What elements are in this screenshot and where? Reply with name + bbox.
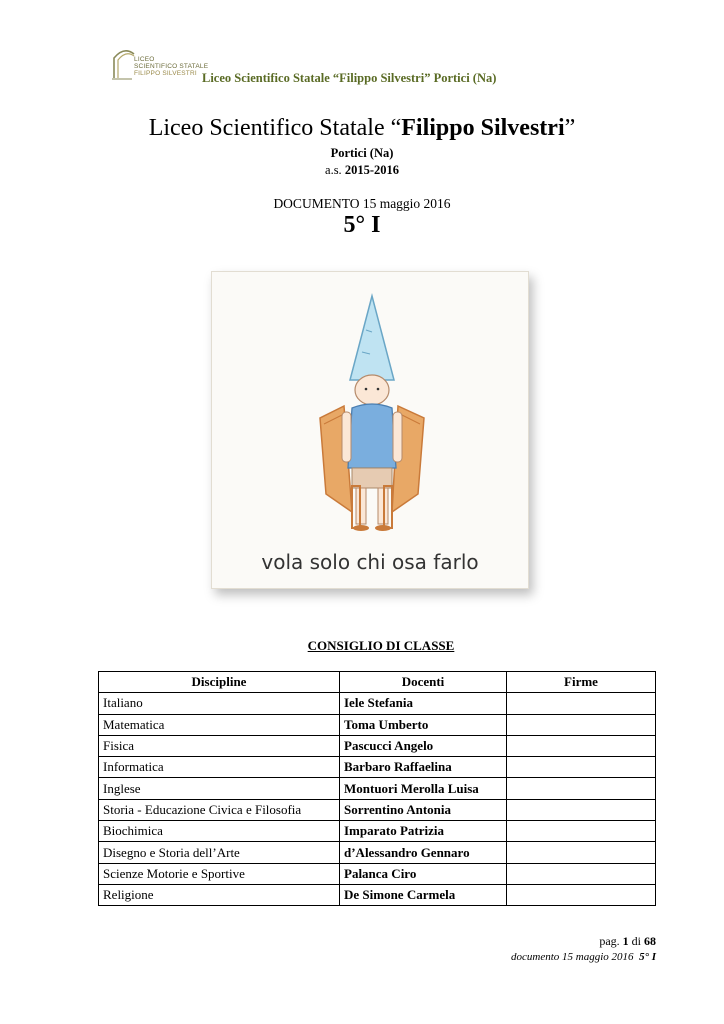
table-row xyxy=(99,821,656,842)
docente-cell: Toma Umberto xyxy=(340,714,507,735)
docente-cell: Sorrentino Antonia xyxy=(340,799,507,820)
firma-cell xyxy=(507,884,656,905)
firma-cell xyxy=(507,863,656,884)
class-label: 5° I xyxy=(343,212,381,238)
firma-cell xyxy=(507,799,656,820)
column-header-docenti: Docenti xyxy=(340,672,507,693)
document-date: DOCUMENTO 15 maggio 2016 xyxy=(273,196,451,211)
docente-cell: Imparato Patrizia xyxy=(340,821,507,842)
page-title: Liceo Scientifico Statale “Filippo Silvestri” xyxy=(148,115,576,141)
discipline-cell: Informatica xyxy=(99,757,340,778)
discipline-cell: Italiano xyxy=(99,693,340,714)
motto: vola solo chi osa farlo xyxy=(261,550,479,574)
table-row xyxy=(99,714,656,735)
page-number: pag. 1 di 68 xyxy=(599,934,656,948)
table-row xyxy=(99,884,656,905)
discipline-cell: Biochimica xyxy=(99,821,340,842)
table-row xyxy=(99,735,656,756)
column-header-firme: Firme xyxy=(507,672,656,693)
consiglio-title: CONSIGLIO DI CLASSE xyxy=(307,638,455,653)
discipline-cell: Disegno e Storia dell’Arte xyxy=(99,842,340,863)
discipline-cell: Inglese xyxy=(99,778,340,799)
school-name: Filippo Silvestri xyxy=(401,115,565,141)
discipline-cell: Fisica xyxy=(99,735,340,756)
firma-cell xyxy=(507,757,656,778)
firma-cell xyxy=(507,842,656,863)
firma-cell xyxy=(507,714,656,735)
discipline-cell: Matematica xyxy=(99,714,340,735)
boy-with-wings-illustration xyxy=(212,272,528,588)
city: Portici (Na) xyxy=(330,146,394,160)
table-row xyxy=(99,863,656,884)
discipline-cell: Religione xyxy=(99,884,340,905)
logo-line-2: SCIENTIFICO STATALE xyxy=(134,63,209,70)
discipline-cell: Scienze Motorie e Sportive xyxy=(99,863,340,884)
teachers-table xyxy=(98,671,656,906)
school-year: a.s. 2015-2016 xyxy=(325,163,399,177)
school-logo xyxy=(108,44,209,84)
table-row xyxy=(99,757,656,778)
docente-cell: De Simone Carmela xyxy=(340,884,507,905)
docente-cell: Barbaro Raffaelina xyxy=(340,757,507,778)
firma-cell xyxy=(507,735,656,756)
table-row xyxy=(99,842,656,863)
footer-doc-info: documento 15 maggio 2016 5° I xyxy=(511,951,656,963)
logo-line-3: FILIPPO SILVESTRI xyxy=(134,70,197,77)
firma-cell xyxy=(507,693,656,714)
header-text: Liceo Scientifico Statale “Filippo Silvestri” Portici (Na) xyxy=(202,71,497,85)
docente-cell: Iele Stefania xyxy=(340,693,507,714)
table-row xyxy=(99,799,656,820)
table-row xyxy=(99,778,656,799)
firma-cell xyxy=(507,778,656,799)
docente-cell: Montuori Merolla Luisa xyxy=(340,778,507,799)
firma-cell xyxy=(507,821,656,842)
logo-line-1: LICEO xyxy=(134,56,155,63)
cover-illustration xyxy=(211,271,529,589)
docente-cell: d’Alessandro Gennaro xyxy=(340,842,507,863)
page-header xyxy=(108,44,668,94)
table-header-row xyxy=(99,672,656,693)
docente-cell: Palanca Ciro xyxy=(340,863,507,884)
discipline-cell: Storia - Educazione Civica e Filosofia xyxy=(99,799,340,820)
table-row xyxy=(99,693,656,714)
column-header-discipline: Discipline xyxy=(99,672,340,693)
docente-cell: Pascucci Angelo xyxy=(340,735,507,756)
